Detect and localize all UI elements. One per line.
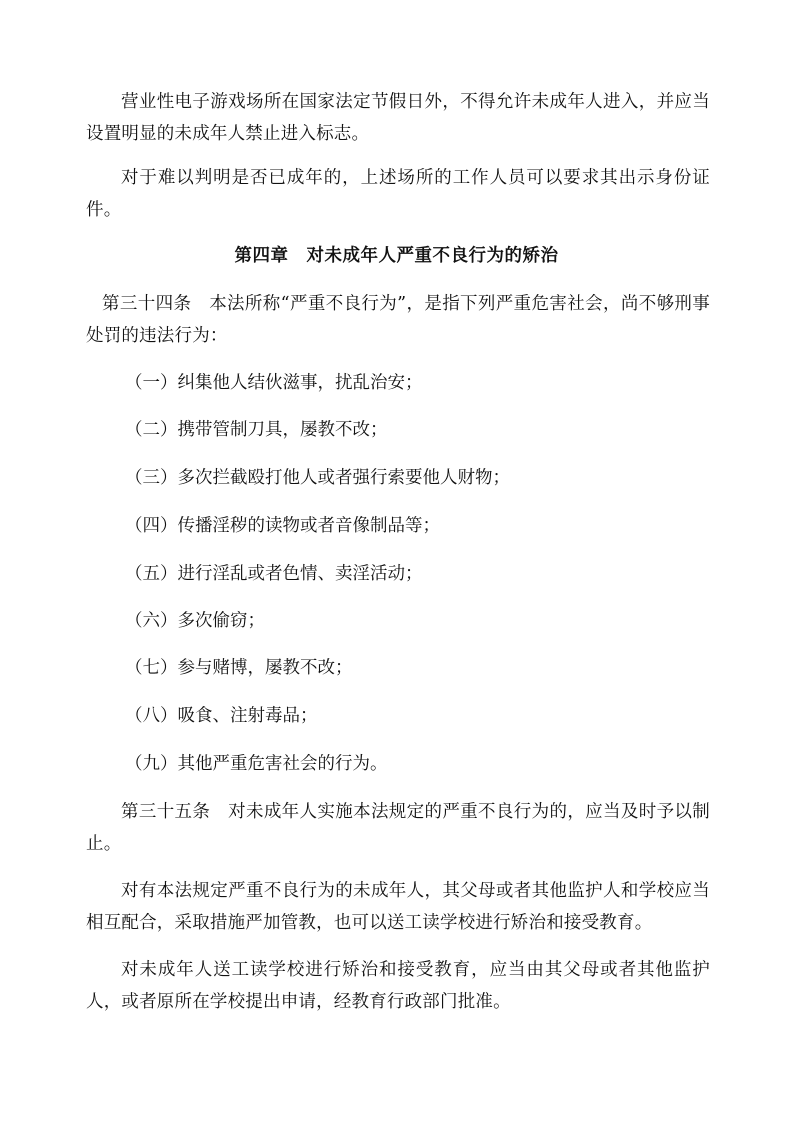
- paragraph-age-verification: 对于难以判明是否已成年的，上述场所的工作人员可以要求其出示身份证件。: [86, 168, 710, 220]
- list-item: （九）其他严重危害社会的行为。: [125, 754, 388, 774]
- list-item: （八）吸食、注射毒品；: [125, 706, 318, 726]
- list-item: （七）参与赌博，屡教不改；: [125, 658, 353, 678]
- paragraph-game-venue: 营业性电子游戏场所在国家法定节假日外，不得允许未成年人进入，并应当设置明显的未成年人禁止进入标志。: [86, 92, 710, 144]
- article-34: 第三十四条 本法所称“严重不良行为”，是指下列严重危害社会，尚不够刑事处罚的违法行为：: [86, 294, 710, 346]
- list-item: （一）纠集他人结伙滋事，扰乱治安；: [125, 373, 423, 393]
- paragraph-application-approval: 对未成年人送工读学校进行矫治和接受教育，应当由其父母或者其他监护人，或者原所在学校提出申请，经教育行政部门批准。: [86, 960, 710, 1012]
- list-item: （四）传播淫秽的读物或者音像制品等；: [125, 516, 440, 536]
- list-item: （五）进行淫乱或者色情、卖淫活动；: [125, 564, 423, 584]
- list-item: （二）携带管制刀具，屡教不改；: [125, 420, 388, 440]
- article-35: 第三十五条 对未成年人实施本法规定的严重不良行为的，应当及时予以制止。: [86, 802, 710, 854]
- list-item: （六）多次偷窃；: [125, 611, 265, 631]
- paragraph-guardian-cooperation: 对有本法规定严重不良行为的未成年人，其父母或者其他监护人和学校应当相互配合，采取措施严加管教，也可以送工读学校进行矫治和接受教育。: [86, 881, 710, 933]
- chapter-title: 第四章 对未成年人严重不良行为的矫治: [234, 246, 559, 266]
- list-item: （三）多次拦截殴打他人或者强行索要他人财物；: [125, 468, 510, 488]
